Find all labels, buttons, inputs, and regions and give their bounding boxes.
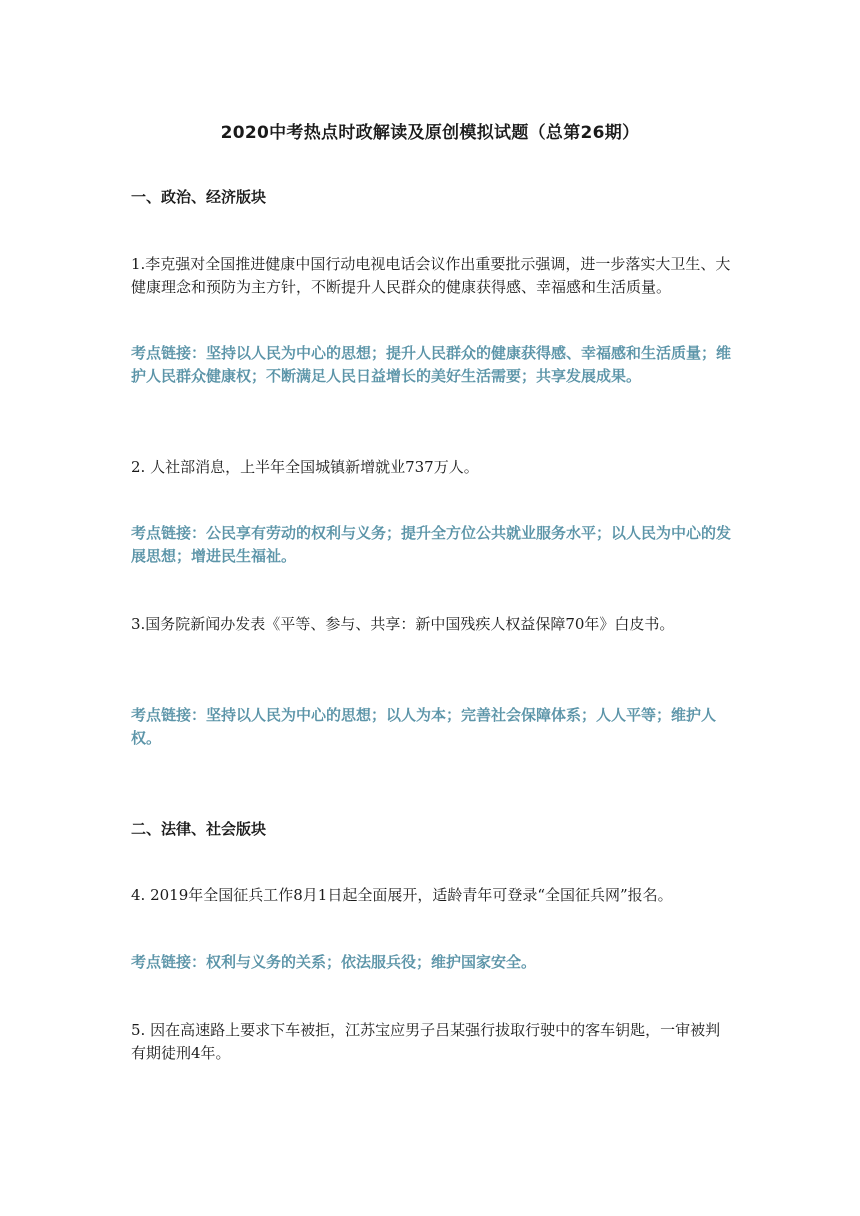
exam-point-link-3: 考点链接：坚持以人民为中心的思想；以人为本；完善社会保障体系；人人平等；维护人权。 bbox=[131, 706, 717, 747]
news-item-1: 1.李克强对全国推进健康中国行动电视电话会议作出重要批示强调，进一步落实大卫生、大健康理念和预防为主方针，不断提升人民群众的健康获得感、幸福感和生活质量。 bbox=[131, 255, 731, 296]
news-item-5: 5. 因在高速路上要求下车被拒，江苏宝应男子吕某强行拔取行驶中的客车钥匙，一审被判有期徒刑4年。 bbox=[131, 1021, 721, 1062]
news-item-3: 3.国务院新闻办发表《平等、参与、共享：新中国残疾人权益保障70年》白皮书。 bbox=[131, 615, 675, 633]
exam-point-link-1: 考点链接：坚持以人民为中心的思想；提升人民群众的健康获得感、幸福感和生活质量；维护人民群众健康权；不断满足人民日益增长的美好生活需要；共享发展成果。 bbox=[131, 344, 732, 385]
news-item-2: 2. 人社部消息，上半年全国城镇新增就业737万人。 bbox=[131, 458, 479, 476]
section-heading-law-society: 二、法律、社会版块 bbox=[131, 820, 267, 838]
document-title: 2020中考热点时政解读及原创模拟试题（总第26期） bbox=[220, 123, 640, 143]
news-item-4: 4. 2019年全国征兵工作8月1日起全面展开，适龄青年可登录“全国征兵网”报名。 bbox=[131, 886, 673, 904]
exam-point-link-4: 考点链接：权利与义务的关系；依法服兵役；维护国家安全。 bbox=[131, 953, 537, 971]
exam-point-link-2: 考点链接：公民享有劳动的权利与义务；提升全方位公共就业服务水平；以人民为中心的发展思想；增进民生福祉。 bbox=[131, 524, 732, 565]
section-heading-politics-economy: 一、政治、经济版块 bbox=[131, 188, 267, 206]
